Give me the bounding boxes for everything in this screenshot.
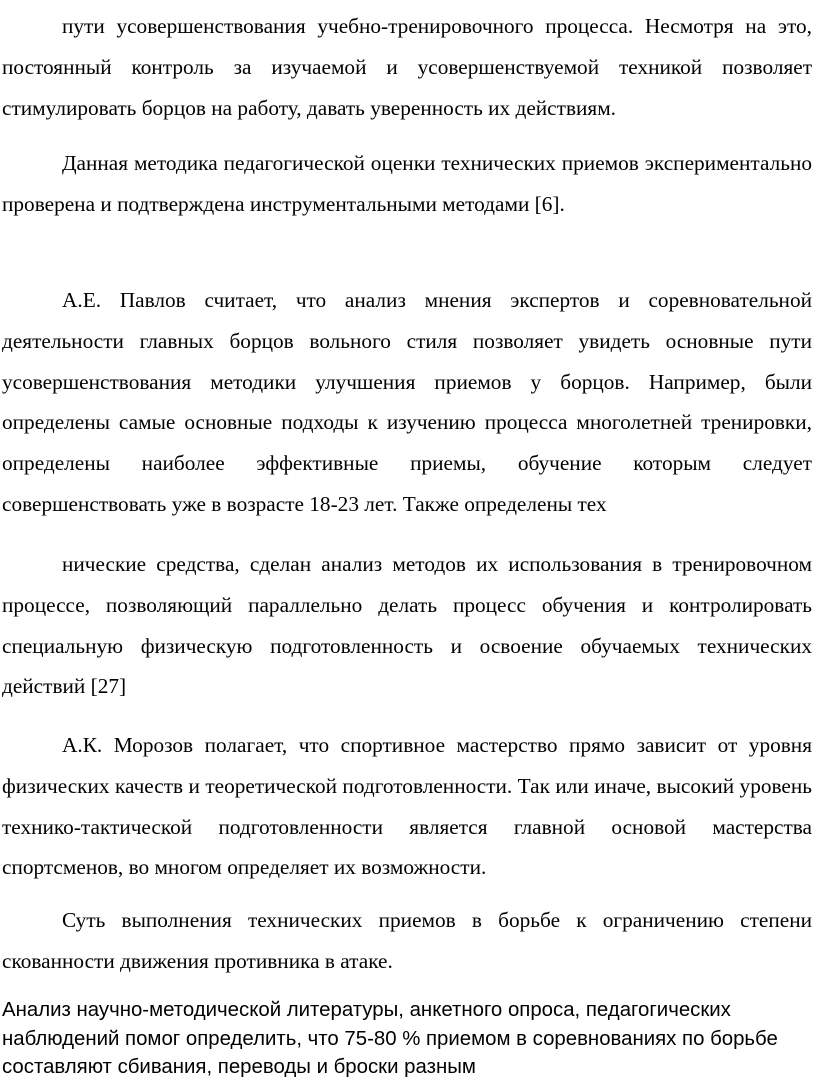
paragraph-6: Суть выполнения технических приемов в борьбе к ограничению степени скованности движения противника в атаке. (2, 908, 812, 973)
paragraph-5: А.К. Морозов полагает, что спортивное мастерство прямо зависит от уровня физических качеств и теоретической подготовленности. Так или иначе, высокий уровень технико-тактической подготовленности является главной основой мастерства спортсменов, во многом определяет их возможности. (2, 733, 812, 880)
paragraph-3: А.Е. Павлов считает, что анализ мнения экспертов и соревновательной деятельности главных борцов вольного стиля позволяет увидеть основные пути усовершенствования методики улучшения приемов у борцов. Например, были определены самые основные подходы к изучению процесса многолетней тренировки, определены наиболее эффективные приемы, обучение которым следует совершенствовать уже в возрасте 18-23 лет. Также определены тех (2, 288, 812, 516)
footer-text: Анализ научно-методической литературы, анкетного опроса, педагогических наблюдений помог определить, что 75-80 % приемом в соревнованиях по борьбе составляют сбивания, переводы и броски разным (2, 999, 778, 1078)
paragraph-4: нические средства, сделан анализ методов их использования в тренировочном процессе, позволяющий параллельно делать процесс обучения и контролировать специальную физическую подготовленность и освоение обучаемых технических действий [27] (2, 552, 812, 699)
paragraph-1: пути усовершенствования учебно-тренировочного процесса. Несмотря на это, постоянный контроль за изучаемой и усовершенствуемой техникой позволяет стимулировать борцов на работу, давать уверенность их действиям. (2, 14, 812, 120)
paragraph-2: Данная методика педагогической оценки технических приемов экспериментально проверена и подтверждена инструментальными методами [6]. (2, 151, 812, 216)
